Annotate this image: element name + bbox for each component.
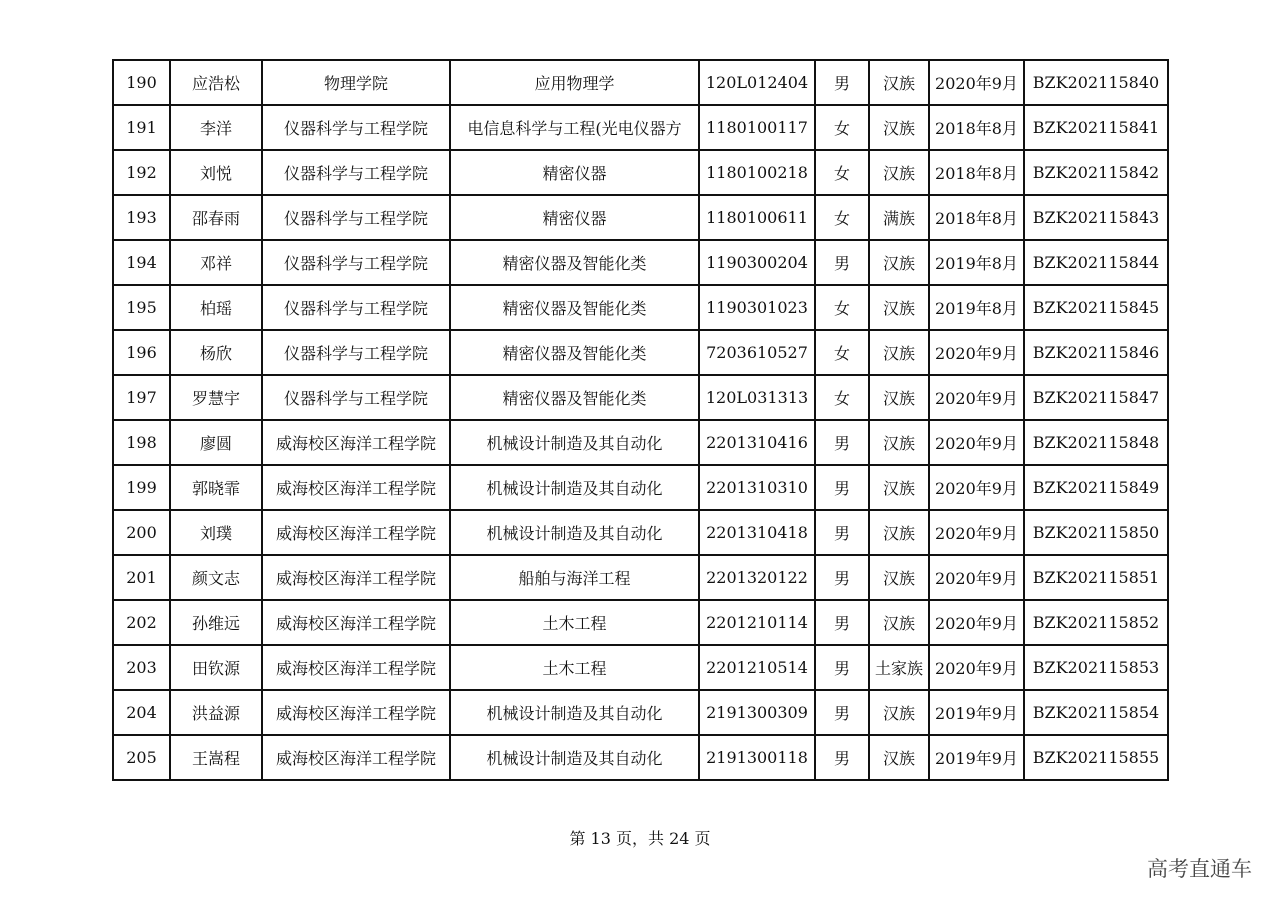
cell-gender: 男 — [815, 735, 869, 780]
cell-ethnicity: 汉族 — [869, 420, 929, 465]
cell-name: 邵春雨 — [170, 195, 262, 240]
cell-major: 机械设计制造及其自动化 — [450, 465, 699, 510]
cell-college: 仪器科学与工程学院 — [262, 375, 450, 420]
cell-gender: 女 — [815, 105, 869, 150]
cell-ethnicity: 土家族 — [869, 645, 929, 690]
cell-student-id: 2201210514 — [699, 645, 815, 690]
cell-cert-no: BZK202115844 — [1024, 240, 1168, 285]
cell-ethnicity: 满族 — [869, 195, 929, 240]
cell-enrolled: 2020年9月 — [929, 465, 1024, 510]
cell-ethnicity: 汉族 — [869, 60, 929, 105]
cell-cert-no: BZK202115845 — [1024, 285, 1168, 330]
cell-college: 威海校区海洋工程学院 — [262, 690, 450, 735]
cell-enrolled: 2018年8月 — [929, 105, 1024, 150]
cell-name: 李洋 — [170, 105, 262, 150]
cell-enrolled: 2019年9月 — [929, 735, 1024, 780]
table-row — [113, 195, 1168, 240]
cell-enrolled: 2019年8月 — [929, 285, 1024, 330]
cell-name: 应浩松 — [170, 60, 262, 105]
cell-name: 田钦源 — [170, 645, 262, 690]
cell-gender: 男 — [815, 510, 869, 555]
cell-ethnicity: 汉族 — [869, 555, 929, 600]
cell-seq: 205 — [113, 735, 170, 780]
cell-gender: 男 — [815, 645, 869, 690]
cell-student-id: 1190301023 — [699, 285, 815, 330]
cell-gender: 男 — [815, 690, 869, 735]
cell-seq: 191 — [113, 105, 170, 150]
cell-name: 罗慧宇 — [170, 375, 262, 420]
cell-enrolled: 2020年9月 — [929, 375, 1024, 420]
cell-ethnicity: 汉族 — [869, 330, 929, 375]
cell-cert-no: BZK202115842 — [1024, 150, 1168, 195]
cell-college: 物理学院 — [262, 60, 450, 105]
cell-major: 土木工程 — [450, 645, 699, 690]
table-row — [113, 375, 1168, 420]
cell-ethnicity: 汉族 — [869, 105, 929, 150]
cell-ethnicity: 汉族 — [869, 735, 929, 780]
cell-cert-no: BZK202115850 — [1024, 510, 1168, 555]
cell-seq: 193 — [113, 195, 170, 240]
student-roster-table — [112, 59, 1169, 781]
cell-cert-no: BZK202115847 — [1024, 375, 1168, 420]
table-row — [113, 645, 1168, 690]
table-row — [113, 105, 1168, 150]
table-row — [113, 555, 1168, 600]
cell-student-id: 2191300118 — [699, 735, 815, 780]
cell-name: 王嵩程 — [170, 735, 262, 780]
table-row — [113, 465, 1168, 510]
cell-college: 威海校区海洋工程学院 — [262, 645, 450, 690]
cell-college: 仪器科学与工程学院 — [262, 330, 450, 375]
cell-cert-no: BZK202115840 — [1024, 60, 1168, 105]
cell-name: 孙维远 — [170, 600, 262, 645]
cell-gender: 女 — [815, 375, 869, 420]
cell-major: 精密仪器及智能化类 — [450, 330, 699, 375]
cell-enrolled: 2018年8月 — [929, 150, 1024, 195]
cell-college: 威海校区海洋工程学院 — [262, 510, 450, 555]
cell-gender: 女 — [815, 195, 869, 240]
table-row — [113, 60, 1168, 105]
cell-gender: 男 — [815, 60, 869, 105]
cell-seq: 194 — [113, 240, 170, 285]
cell-gender: 女 — [815, 285, 869, 330]
table-row — [113, 285, 1168, 330]
table-row — [113, 420, 1168, 465]
roster-body — [113, 60, 1168, 780]
cell-major: 精密仪器及智能化类 — [450, 375, 699, 420]
cell-college: 仪器科学与工程学院 — [262, 240, 450, 285]
cell-name: 柏瑶 — [170, 285, 262, 330]
cell-ethnicity: 汉族 — [869, 285, 929, 330]
cell-ethnicity: 汉族 — [869, 150, 929, 195]
cell-student-id: 2201310416 — [699, 420, 815, 465]
cell-cert-no: BZK202115846 — [1024, 330, 1168, 375]
cell-name: 杨欣 — [170, 330, 262, 375]
cell-major: 机械设计制造及其自动化 — [450, 690, 699, 735]
cell-major: 机械设计制造及其自动化 — [450, 420, 699, 465]
cell-cert-no: BZK202115854 — [1024, 690, 1168, 735]
cell-enrolled: 2020年9月 — [929, 60, 1024, 105]
table-row — [113, 510, 1168, 555]
cell-college: 威海校区海洋工程学院 — [262, 420, 450, 465]
cell-name: 刘悦 — [170, 150, 262, 195]
cell-college: 威海校区海洋工程学院 — [262, 465, 450, 510]
cell-cert-no: BZK202115843 — [1024, 195, 1168, 240]
cell-ethnicity: 汉族 — [869, 240, 929, 285]
cell-name: 洪益源 — [170, 690, 262, 735]
cell-cert-no: BZK202115855 — [1024, 735, 1168, 780]
cell-ethnicity: 汉族 — [869, 375, 929, 420]
cell-student-id: 2201310418 — [699, 510, 815, 555]
cell-name: 邓祥 — [170, 240, 262, 285]
cell-cert-no: BZK202115851 — [1024, 555, 1168, 600]
cell-student-id: 7203610527 — [699, 330, 815, 375]
table-row — [113, 240, 1168, 285]
cell-name: 郭晓霏 — [170, 465, 262, 510]
cell-major: 精密仪器 — [450, 195, 699, 240]
cell-ethnicity: 汉族 — [869, 690, 929, 735]
cell-gender: 男 — [815, 240, 869, 285]
cell-gender: 女 — [815, 330, 869, 375]
cell-student-id: 2191300309 — [699, 690, 815, 735]
table-row — [113, 735, 1168, 780]
cell-student-id: 2201320122 — [699, 555, 815, 600]
cell-major: 应用物理学 — [450, 60, 699, 105]
cell-gender: 男 — [815, 465, 869, 510]
table-row — [113, 600, 1168, 645]
cell-seq: 197 — [113, 375, 170, 420]
cell-enrolled: 2020年9月 — [929, 600, 1024, 645]
cell-college: 仪器科学与工程学院 — [262, 150, 450, 195]
cell-seq: 190 — [113, 60, 170, 105]
cell-major: 机械设计制造及其自动化 — [450, 510, 699, 555]
cell-enrolled: 2020年9月 — [929, 330, 1024, 375]
cell-student-id: 2201210114 — [699, 600, 815, 645]
cell-enrolled: 2018年8月 — [929, 195, 1024, 240]
cell-major: 船舶与海洋工程 — [450, 555, 699, 600]
cell-cert-no: BZK202115849 — [1024, 465, 1168, 510]
cell-cert-no: BZK202115852 — [1024, 600, 1168, 645]
cell-enrolled: 2020年9月 — [929, 645, 1024, 690]
watermark-logo-text: 高考直通车 — [1147, 857, 1252, 881]
cell-major: 土木工程 — [450, 600, 699, 645]
cell-name: 颜文志 — [170, 555, 262, 600]
cell-cert-no: BZK202115848 — [1024, 420, 1168, 465]
cell-seq: 200 — [113, 510, 170, 555]
cell-student-id: 1190300204 — [699, 240, 815, 285]
cell-ethnicity: 汉族 — [869, 510, 929, 555]
cell-enrolled: 2019年9月 — [929, 690, 1024, 735]
cell-college: 仪器科学与工程学院 — [262, 105, 450, 150]
page-number: 第 13 页，共 24 页 — [569, 829, 711, 848]
cell-seq: 199 — [113, 465, 170, 510]
cell-student-id: 120L012404 — [699, 60, 815, 105]
cell-college: 威海校区海洋工程学院 — [262, 555, 450, 600]
cell-ethnicity: 汉族 — [869, 465, 929, 510]
cell-enrolled: 2020年9月 — [929, 420, 1024, 465]
cell-student-id: 2201310310 — [699, 465, 815, 510]
cell-major: 精密仪器 — [450, 150, 699, 195]
cell-seq: 192 — [113, 150, 170, 195]
cell-major: 机械设计制造及其自动化 — [450, 735, 699, 780]
cell-student-id: 1180100218 — [699, 150, 815, 195]
cell-student-id: 1180100117 — [699, 105, 815, 150]
cell-seq: 198 — [113, 420, 170, 465]
cell-college: 仪器科学与工程学院 — [262, 195, 450, 240]
cell-college: 威海校区海洋工程学院 — [262, 735, 450, 780]
cell-major: 电信息科学与工程(光电仪器方 — [450, 105, 699, 150]
cell-seq: 196 — [113, 330, 170, 375]
table-row — [113, 690, 1168, 735]
cell-major: 精密仪器及智能化类 — [450, 240, 699, 285]
cell-cert-no: BZK202115841 — [1024, 105, 1168, 150]
cell-college: 威海校区海洋工程学院 — [262, 600, 450, 645]
cell-cert-no: BZK202115853 — [1024, 645, 1168, 690]
cell-name: 廖圆 — [170, 420, 262, 465]
cell-student-id: 120L031313 — [699, 375, 815, 420]
cell-gender: 女 — [815, 150, 869, 195]
cell-seq: 201 — [113, 555, 170, 600]
table-row — [113, 150, 1168, 195]
cell-enrolled: 2020年9月 — [929, 510, 1024, 555]
cell-major: 精密仪器及智能化类 — [450, 285, 699, 330]
cell-gender: 男 — [815, 600, 869, 645]
cell-name: 刘璞 — [170, 510, 262, 555]
cell-seq: 203 — [113, 645, 170, 690]
cell-gender: 男 — [815, 420, 869, 465]
table-row — [113, 330, 1168, 375]
cell-enrolled: 2019年8月 — [929, 240, 1024, 285]
cell-gender: 男 — [815, 555, 869, 600]
cell-ethnicity: 汉族 — [869, 600, 929, 645]
cell-student-id: 1180100611 — [699, 195, 815, 240]
cell-seq: 202 — [113, 600, 170, 645]
cell-seq: 195 — [113, 285, 170, 330]
cell-seq: 204 — [113, 690, 170, 735]
cell-enrolled: 2020年9月 — [929, 555, 1024, 600]
cell-college: 仪器科学与工程学院 — [262, 285, 450, 330]
